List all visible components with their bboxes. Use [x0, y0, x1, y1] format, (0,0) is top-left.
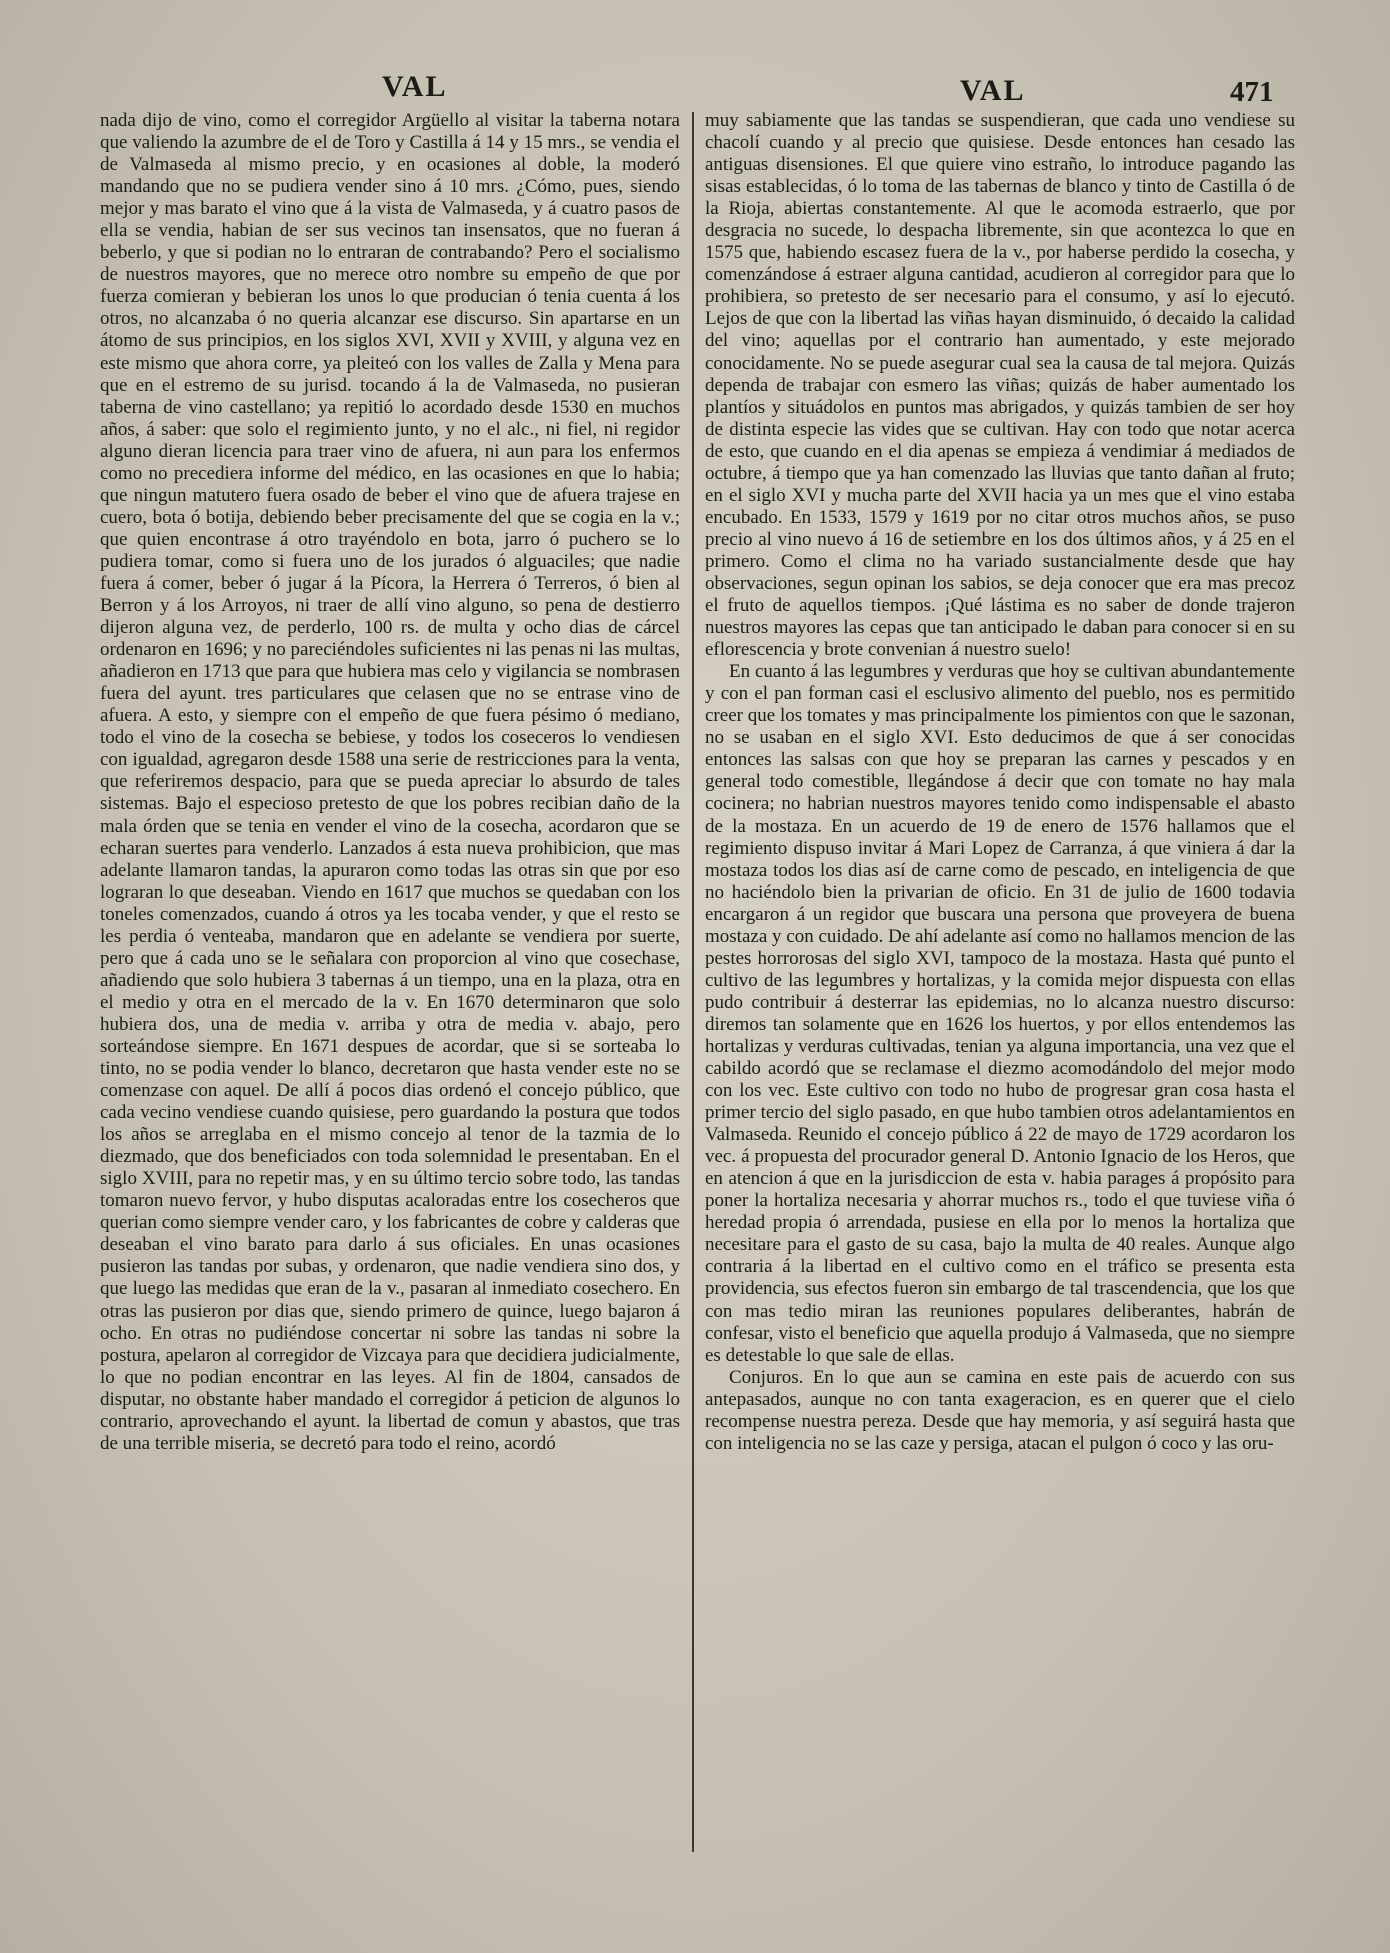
running-head-left: VAL [382, 70, 448, 103]
running-head-right: VAL [960, 74, 1026, 107]
left-column [100, 110, 680, 1455]
page-number: 471 [1230, 76, 1274, 108]
column-divider [692, 112, 694, 1852]
left-paragraph-1: nada dijo de vino, como el corregidor Argüello al visitar la taberna notara que valiendo la azumbre de el de Toro y Castilla á 14 y 15 mrs., se vendia el de Valmaseda al mismo precio, y en ocasiones al doble, la moderó mandando que no se pudiera vender sino á 10 mrs. ¿Cómo, pues, siendo mejor y mas barato el vino que á la vista de Valmaseda, y á cuatro pasos de ella se vendia, habian de ser sus vecinos tan insensatos, que no fueran á beberlo, y que si podian no lo entraran de contrabando? Pero el socialismo de nuestros mayores, que no merece otro nombre su empeño de que por fuerza comieran y bebieran los unos lo que producian ó tenia cuenta á los otros, no alcanzaba ó no queria alcanzar ese discurso. Sin apartarse en un átomo de sus principios, en los siglos XVI, XVII y XVIII, y alguna vez en este mismo que ahora corre, ya pleiteó con los valles de Zalla y Mena para que en el estremo de su jurisd. tocando á la de Valmaseda, no pusieran taberna de vino castellano; ya repitió lo acordado desde 1530 en muchos años, á saber: que solo el regimiento junto, y no el alc., ni fiel, ni regidor alguno dieran licencia para traer vino de afuera, ni aun para los enfermos como no precediera informe del médico, en las ocasiones en que lo habia; que ningun matutero fuera osado de beber el vino que de afuera trajese en cuero, bota ó botija, debiendo beber precisamente del que se cogia en la v.; que quien encontrase á otro trayéndolo en bota, jarro ó puchero se lo pudiera tomar, como si fuera uno de los jurados ó alguaciles; que nadie fuera á comer, beber ó jugar á la Pícora, la Herrera ó Terreros, ó bien al Berron y á los Arroyos, ni traer de allí vino alguno, so pena de destierro dijeron alguna vez, de perderlo, 100 rs. de multa y ocho dias de cárcel ordenaron en 1696; y no pareciéndoles suficientes ni las penas ni las multas, añadieron en 1713 que para que hubiera mas celo y vigilancia se nombrasen fuera del ayunt. tres particulares que celasen que no se entrase vino de afuera. A esto, y siempre con el empeño de que fuera pésimo ó mediano, todo el vino de la cosecha se bebiese, y todos los coseceros lo vendiesen con igualdad, agregaron desde 1588 una serie de restricciones para la venta, que referiremos despacio, para que se pueda apreciar lo absurdo de tales sistemas. Bajo el especioso pretesto de que los pobres recibian daño de la mala órden que se tenia en vender el vino de la cosecha, acordaron que se echaran suertes para venderlo. Lanzados á esta nueva prohibicion, que mas adelante llamaron tandas, la apuraron como todas las otras sin que por eso lograran lo que deseaban. Viendo en 1617 que muchos se quedaban con los toneles comenzados, cuando á otros ya les tocaba vender, y que el resto se les perdia ó venteaba, mandaron que en adelante se vendiera por suerte, pero que á cada uno se le señalara con proporcion al vino que cosechase, añadiendo que solo hubiera 3 tabernas á un tiempo, una en la plaza, otra en el medio y otra en el mercado de la v. En 1670 determinaron que solo hubiera dos, una de media v. arriba y otra de media v. abajo, pero sorteándose siempre. En 1671 despues de acordar, que si se sorteaba lo tinto, no se podia vender lo blanco, decretaron que hasta vender este no se comenzase con aquel. De allí á pocos dias ordenó el concejo público, que cada vecino vendiese cuando quisiese, pero guardando la postura que todos los años se arreglaba en el mismo concejo al tenor de la tazmia de lo diezmado, que dos beneficiados con toda solemnidad le presentaban. En el siglo XVIII, para no repetir mas, y en su último tercio sobre todo, las tandas tomaron nuevo fervor, y hubo disputas acaloradas entre los cosecheros que querian como siempre vender caro, y los fabricantes de cobre y calderas que deseaban el vino barato para darlo á sus oficiales. En unas ocasiones pusieron las tandas por subas, y ordenaron, que nadie vendiera sino dos, y que luego las medidas que eran de la v., pasaran al inmediato cosechero. En otras las pusieron por dias que, siendo primero de quince, luego bajaron á ocho. En otras no pudiéndose concertar ni sobre las tandas ni sobre la postura, apelaron al corregidor de Vizcaya para que decidiera judicialmente, lo que no podian encontrar en las leyes. Al fin de 1804, cansados de disputar, no obstante haber mandado el corregidor á peticion de algunos lo contrario, aprovechando el ayunt. la libertad de comun y abastos, que tras de una terrible miseria, se decretó para todo el reino, acordó [100, 110, 680, 1454]
right-paragraph-1: muy sabiamente que las tandas se suspendieran, que cada uno vendiese su chacolí cuando y al precio que quisiese. Desde entonces han cesado las antiguas disensiones. El que quiere vino estraño, lo introduce pagando las sisas establecidas, ó lo toma de las tabernas de blanco y tinto de Castilla ó de la Rioja, abiertas constantemente. Al que le acomoda estraerlo, que por desgracia no sucede, lo despacha libremente, sin que acontezca lo que en 1575 que, habiendo escasez fuera de la v., por haberse perdido la cosecha, y comenzándose á estraer alguna cantidad, acudieron al corregidor para que lo prohibiera, so pretesto de ser necesario para el consumo, y así lo ejecutó. Lejos de que con la libertad las viñas hayan disminuido, ó decaido la calidad del vino; aquellas por el contrario han aumentado, y este mejorado conocidamente. No se puede asegurar cual sea la causa de tal mejora. Quizás dependa de trabajar con esmero las viñas; quizás de haber aumentado los plantíos y situádolos en puntos mas abrigados, y quizás tambien de ser hoy de distinta especie las vides que se cultivan. Hay con todo que notar acerca de esto, que cuando en el dia apenas se empieza á vendimiar á mediados de octubre, á tiempo que ya han comenzado las lluvias que tanto dañan al fruto; en el siglo XVI y mucha parte del XVII hacia ya un mes que el vino estaba encubado. En 1533, 1579 y 1619 por no citar otros muchos años, se puso precio al vino nuevo á 16 de setiembre en los dos últimos años, y á 25 en el primero. Como el clima no ha variado sustancialmente desde que hay observaciones, segun opinan los sabios, se deja conocer que era mas precoz el fruto de aquellos tiempos. ¡Qué lástima es no saber de donde trajeron nuestros mayores las cepas que tan anticipado le daban para conocer si en su eflorescencia y brote convenian á nuestro suelo! [705, 110, 1295, 661]
right-paragraph-2: En cuanto á las legumbres y verduras que hoy se cultivan abundantemente y con el pan forman casi el esclusivo alimento del pueblo, nos es permitido creer que los tomates y mas principalmente los pimientos con que le sazonan, no se usaban en el siglo XVI. Esto deducimos de que á ser conocidas entonces las salsas con que hoy se preparan las carnes y pescados y en general todo comestible, llegándose á decir que con tomate no hay mala cocinera; no habrian nuestros mayores tenido como indispensable el abasto de la mostaza. En un acuerdo de 19 de enero de 1576 hallamos que el regimiento dispuso invitar á Mari Lopez de Carranza, á que viniera á dar la mostaza todos los dias así de carne como de pescado, en inteligencia de que no haciéndolo bien la privarian de oficio. En 31 de julio de 1600 todavia encargaron á un regidor que buscara una persona que proveyera de buena mostaza y con cuidado. De ahí adelante así como no hallamos mencion de las pestes horrorosas del siglo XVI, tampoco de la mostaza. Hasta qué punto el cultivo de las legumbres y hortalizas, y la comida mejor dispuesta con ellas pudo contribuir á desterrar las epidemias, no lo alcanza nuestro discurso: diremos tan solamente que en 1626 los huertos, y por ellos entendemos las hortalizas y verduras cultivadas, tenian ya alguna importancia, una vez que el cabildo acordó que se reclamase el diezmo acomodándolo del mejor modo con los vec. Este cultivo con todo no hubo de progresar gran cosa hasta el primer tercio del siglo pasado, en que hubo tambien otros adelantamientos en Valmaseda. Reunido el concejo público á 22 de mayo de 1729 acordaron los vec. á propuesta del procurador general D. Antonio Ignacio de los Heros, que en atencion á que en la jurisdiccion de esta v. habia parages á propósito para poner la hortaliza necesaria y ahorrar muchos rs., todo el que tuviese viña ó heredad propia ó arrendada, pusiese en ella por lo menos la hortaliza que necesitare para el gasto de su casa, bajo la multa de 40 reales. Aunque algo contraria á la libertad en el cultivo como en el tráfico se presenta esta providencia, sus efectos fueron sin embargo de tal trascendencia, que los que con mas tedio miran las reuniones populares deliberantes, habrán de confesar, visto el beneficio que aquella produjo á Valmaseda, que no siempre es detestable lo que sale de ellas. [705, 661, 1295, 1366]
right-column [705, 110, 1295, 1455]
right-paragraph-3: Conjuros. En lo que aun se camina en este pais de acuerdo con sus antepasados, aunque no con tanta exageracion, es en querer que el cielo recompense nuestra pereza. Desde que hay memoria, y así seguirá hasta que con inteligencia no se las caze y persiga, atacan el pulgon ó coco y las oru- [705, 1366, 1295, 1454]
